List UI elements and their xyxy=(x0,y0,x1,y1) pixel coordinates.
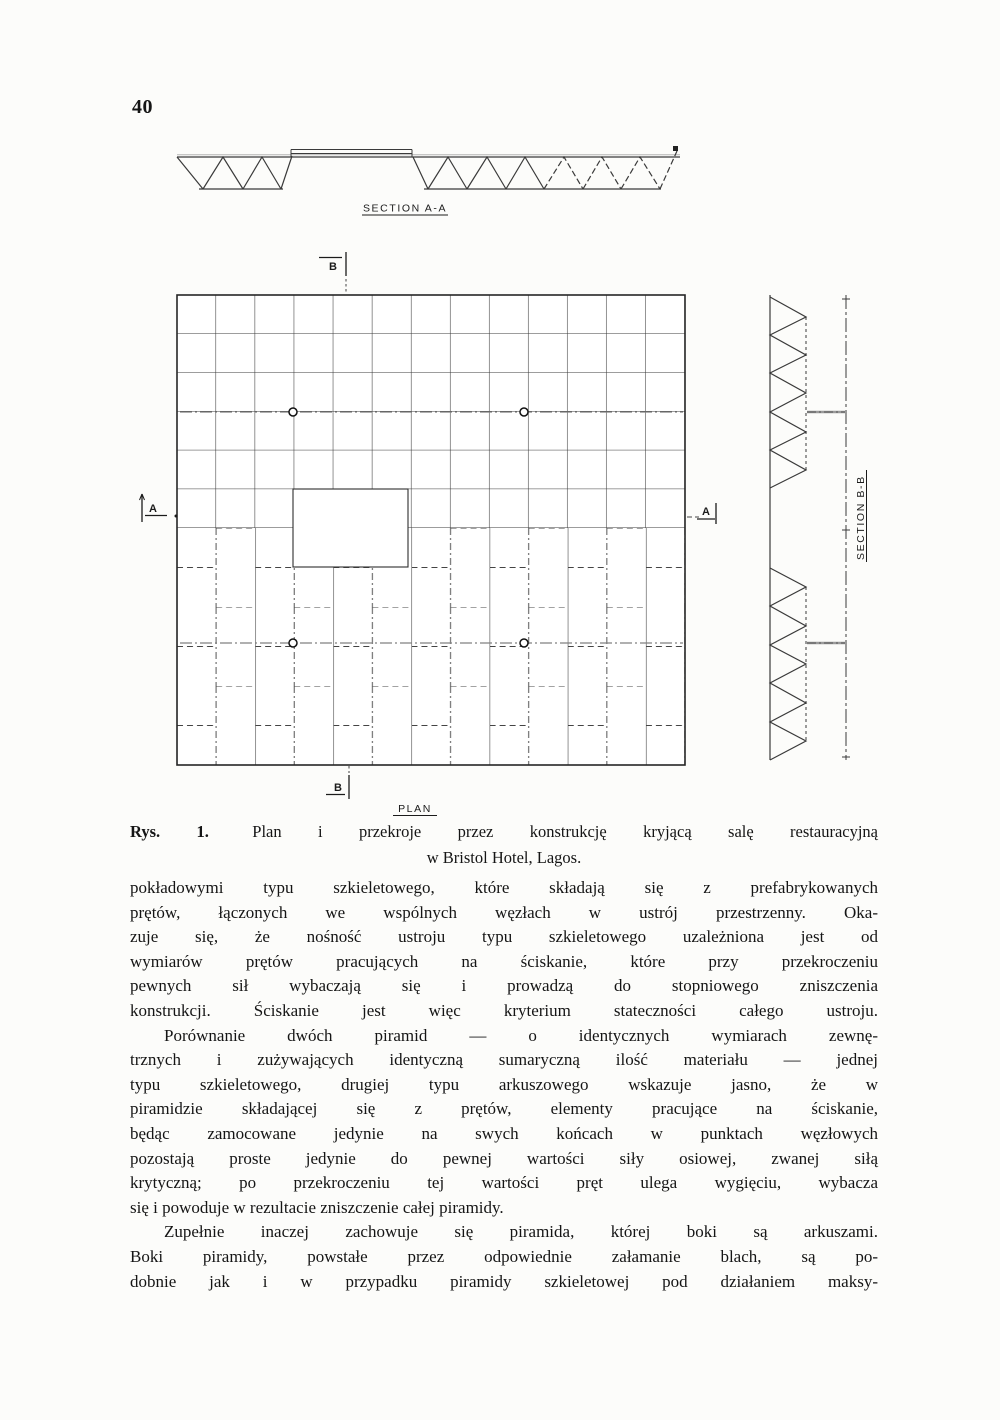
section-aa-label-group xyxy=(362,203,448,216)
body-line: będąc zamocowane jedynie na swych końcach w punktach węzłowych xyxy=(130,1123,878,1143)
section-marker-b-bottom xyxy=(326,766,349,799)
body-line: Zupełnie inaczej zachowuje się piramida, której boki są arkuszami. xyxy=(164,1222,878,1242)
marker-b-label: B xyxy=(334,782,342,794)
figure-caption xyxy=(130,819,878,871)
body-line: pokładowymi typu szkieletowego, które składają się z prefabrykowanych xyxy=(130,878,878,897)
page-number: 40 xyxy=(132,96,153,118)
body-line: trznych i zużywających identyczną sumaryczną ilość materiału — jednej xyxy=(130,1050,878,1070)
body-line: wymiarów prętów pracujących na ściskanie, które przy przekroczeniu xyxy=(130,951,878,971)
plan-label: PLAN xyxy=(398,803,432,815)
caption-figure-ref: Rys. 1. xyxy=(130,822,209,841)
body-line: pozostają proste jedynie do pewnej wartości siły osiowej, zwanej siłą xyxy=(130,1148,878,1168)
body-line: prętów, łączonych we wspólnych węzłach w ustrój przestrzenny. Oka- xyxy=(130,902,878,922)
plan-label-group xyxy=(393,803,437,816)
caption-text: Plan i przekroje przez konstrukcję kryjącą salę restauracyjną xyxy=(252,822,878,841)
plan-drawing xyxy=(177,295,685,765)
body-line: typu szkieletowego, drugiej typu arkuszowego wskazuje jasno, że w xyxy=(130,1074,878,1094)
body-line: się i powoduje w rezultacie zniszczenie całej piramidy. xyxy=(130,1197,504,1217)
body-line: pewnych sił wybaczają się i prowadzą do stopniowego zniszczenia xyxy=(130,976,878,996)
section-bb-drawing xyxy=(770,295,850,760)
section-aa-drawing xyxy=(177,146,680,189)
section-aa-label: SECTION A-A xyxy=(362,202,448,215)
body-line: Porównanie dwóch piramid — o identycznych wymiarach zewnę- xyxy=(164,1025,878,1045)
section-bb-label: SECTION B-B xyxy=(855,475,867,560)
technical-drawing xyxy=(130,135,890,825)
body-line: dobnie jak i w przypadku piramidy szkieletowej pod działaniem maksy- xyxy=(130,1271,878,1291)
section-marker-b-top xyxy=(319,252,346,293)
caption-line-1 xyxy=(130,819,878,845)
body-line: zuje się, że nośność ustroju typu szkieletowego uzależniona jest od xyxy=(130,927,878,947)
section-bb-label-group xyxy=(855,470,867,562)
body-line: Boki piramidy, powstałe przez odpowiednie załamanie blach, są po- xyxy=(130,1246,878,1266)
marker-b-label: B xyxy=(329,261,337,273)
section-marker-a-left xyxy=(140,494,178,522)
body-line: konstrukcji. Ściskanie jest więc kryterium stateczności całego ustroju. xyxy=(130,1000,878,1020)
caption-line-2: w Bristol Hotel, Lagos. xyxy=(426,848,582,867)
section-marker-a-right xyxy=(687,503,716,524)
marker-a-label: A xyxy=(702,506,710,518)
body-line: krytyczną; po przekroczeniu tej wartości pręt ulega wygięciu, wybacza xyxy=(130,1173,878,1193)
body-line: piramidzie składającej się z prętów, elementy pracujące na ściskanie, xyxy=(130,1099,878,1119)
plan-opening xyxy=(293,489,408,567)
body-text xyxy=(130,876,878,1294)
marker-a-label: A xyxy=(149,503,157,515)
